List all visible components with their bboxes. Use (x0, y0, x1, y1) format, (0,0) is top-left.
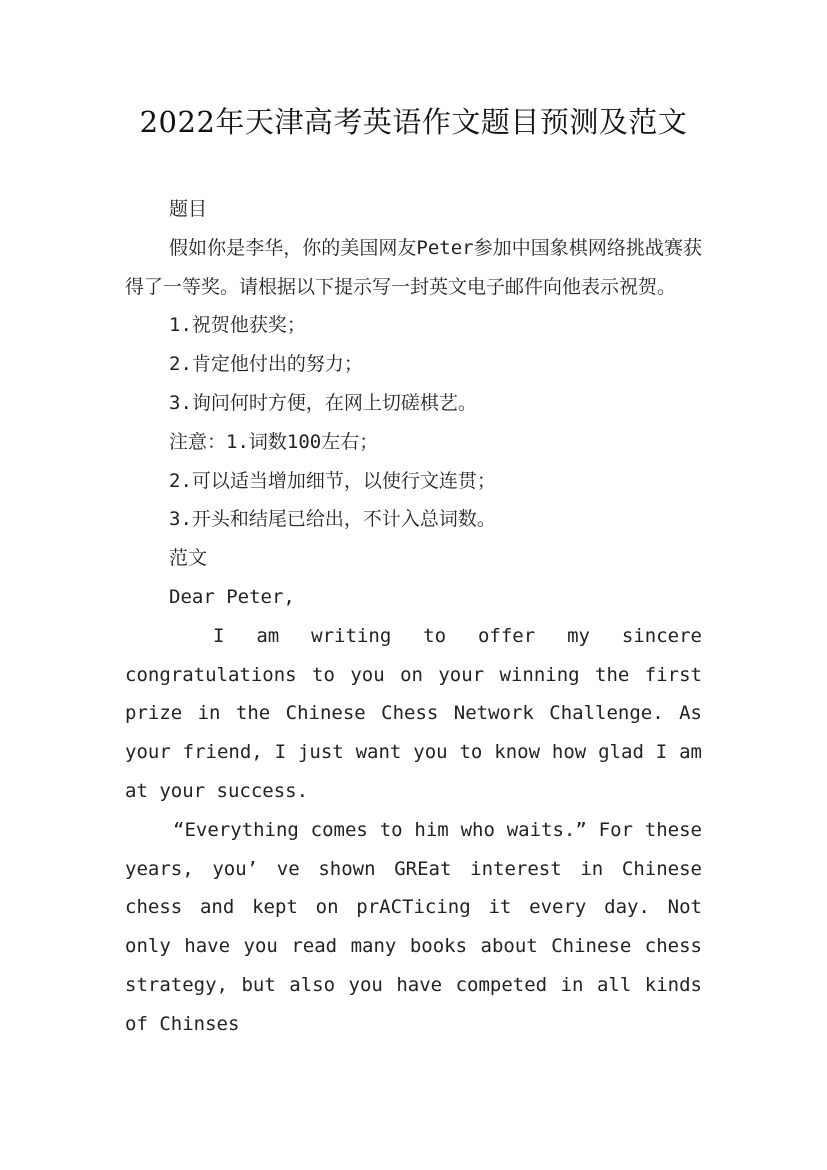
point-item: 2.肯定他付出的努力； (169, 353, 363, 376)
letter-paragraph: “Everything comes to him who waits.” For these years, you’ ve shown GREat interest in Chinese chess and kept on prACTicing it every day. Not only have you read many books about Chinese chess strategy, but also you have competed in all kinds of Chinses (125, 818, 702, 1035)
topic-heading: 题目 (169, 198, 208, 220)
note-item: 3.开头和结尾已给出，不计入总词数。 (169, 508, 496, 531)
point-item: 3.询问何时方便，在网上切磋棋艺。 (169, 391, 477, 414)
letter-salutation: Dear Peter, (169, 585, 295, 608)
document-title: 2022年天津高考英语作文题目预测及范文 (139, 105, 688, 139)
note-item: 注意：1.词数100左右； (169, 430, 379, 453)
point-item: 1.祝贺他获奖； (169, 314, 306, 337)
letter-paragraph: I am writing to offer my sincere congratulations to you on your winning the first prize in the Chinese Chess Network Challenge. As your friend, I just want you to know how glad I am at your success. (125, 624, 702, 802)
prompt-paragraph: 假如你是李华，你的美国网友Peter参加中国象棋网络挑战赛获得了一等奖。请根据以下提示写一封英文电子邮件向他表示祝贺。 (125, 236, 702, 298)
note-item: 2.可以适当增加细节，以使行文连贯； (169, 469, 496, 492)
sample-heading: 范文 (169, 547, 208, 570)
document-body (125, 190, 702, 1044)
